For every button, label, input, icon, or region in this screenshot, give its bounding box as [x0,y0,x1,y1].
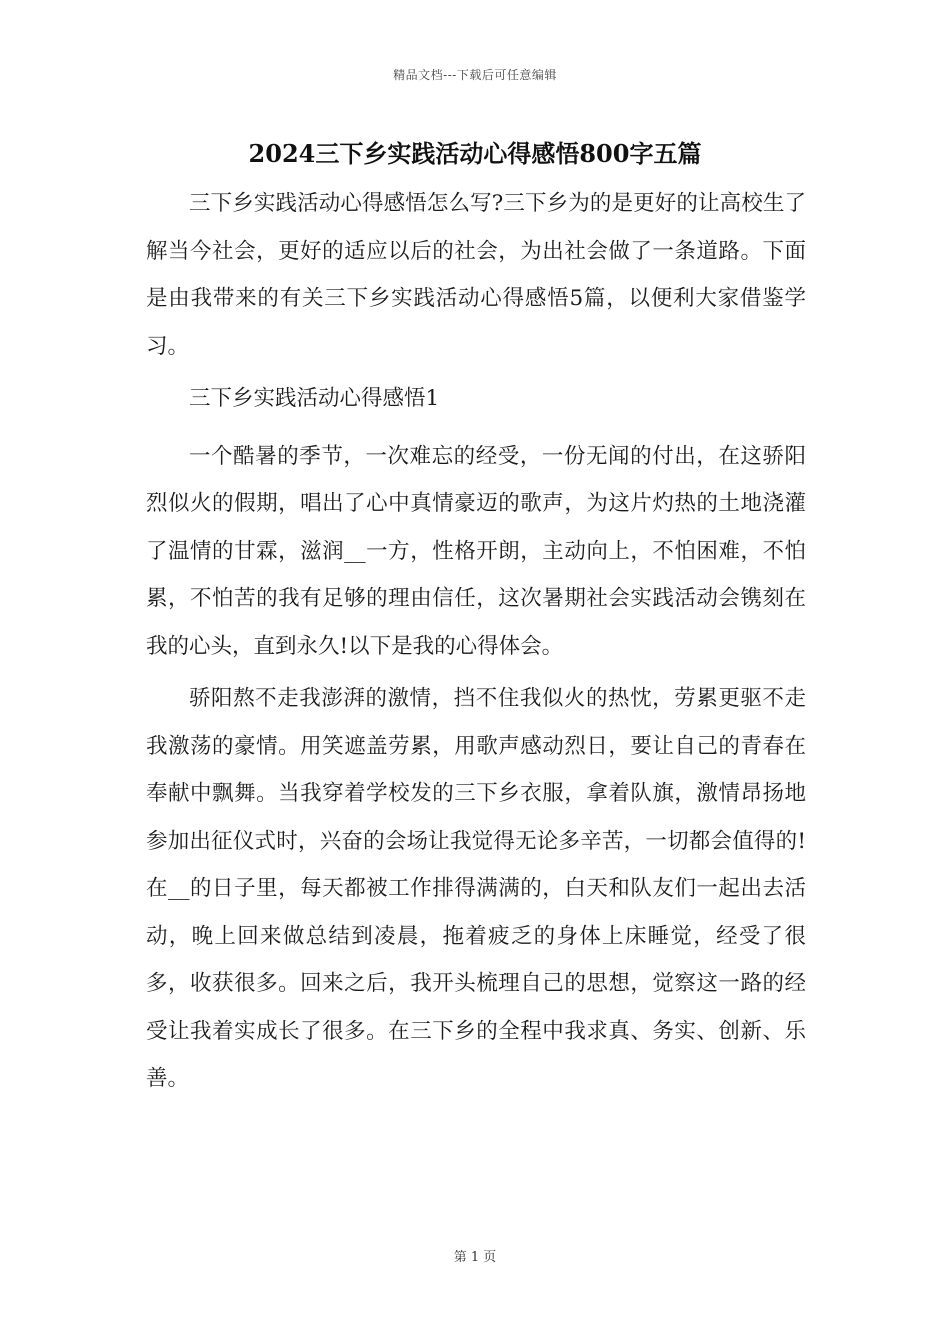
section-heading: 三下乡实践活动心得感悟1 [189,386,440,411]
page-header: 精品文档---下载后可任意编辑 [393,68,557,82]
intro-paragraph: 三下乡实践活动心得感悟怎么写?三下乡为的是更好的让高校生了解当今社会，更好的适应以后的社会，为出社会做了一条道路。下面是由我带来的有关三下乡实践活动心得感悟5篇，以便利大家借鉴学习。 [146,191,806,359]
body-paragraph: 一个酷暑的季节，一次难忘的经受，一份无闻的付出，在这骄阳烈似火的假期，唱出了心中真情豪迈的歌声，为这片灼热的土地浇灌了温情的甘霖，滋润__一方，性格开朗，主动向上，不怕困难，不怕累，不怕苦的我有足够的理由信任，这次暑期社会实践活动会镌刻在我的心头，直到永久!以下是我的心得体会。 [146,443,806,659]
document-body [146,180,806,1108]
document-title: 2024三下乡实践活动心得感悟800字五篇 [248,139,702,168]
page-number: 第 1 页 [453,1250,497,1265]
body-paragraph: 骄阳熬不走我澎湃的激情，挡不住我似火的热忱，劳累更驱不走我激荡的豪情。用笑遮盖劳累，用歌声感动烈日，要让自己的青春在奉献中飘舞。当我穿着学校发的三下乡衣服，拿着队旗，激情昂扬地参加出征仪式时，兴奋的会场让我觉得无论多辛苦，一切都会值得的!在__的日子里，每天都被工作排得满满的，白天和队友们一起出去活动，晚上回来做总结到凌晨，拖着疲乏的身体上床睡觉，经受了很多，收获很多。回来之后，我开头梳理自己的思想，觉察这一路的经受让我着实成长了很多。在三下乡的全程中我求真、务实、创新、乐善。 [146,686,806,1091]
